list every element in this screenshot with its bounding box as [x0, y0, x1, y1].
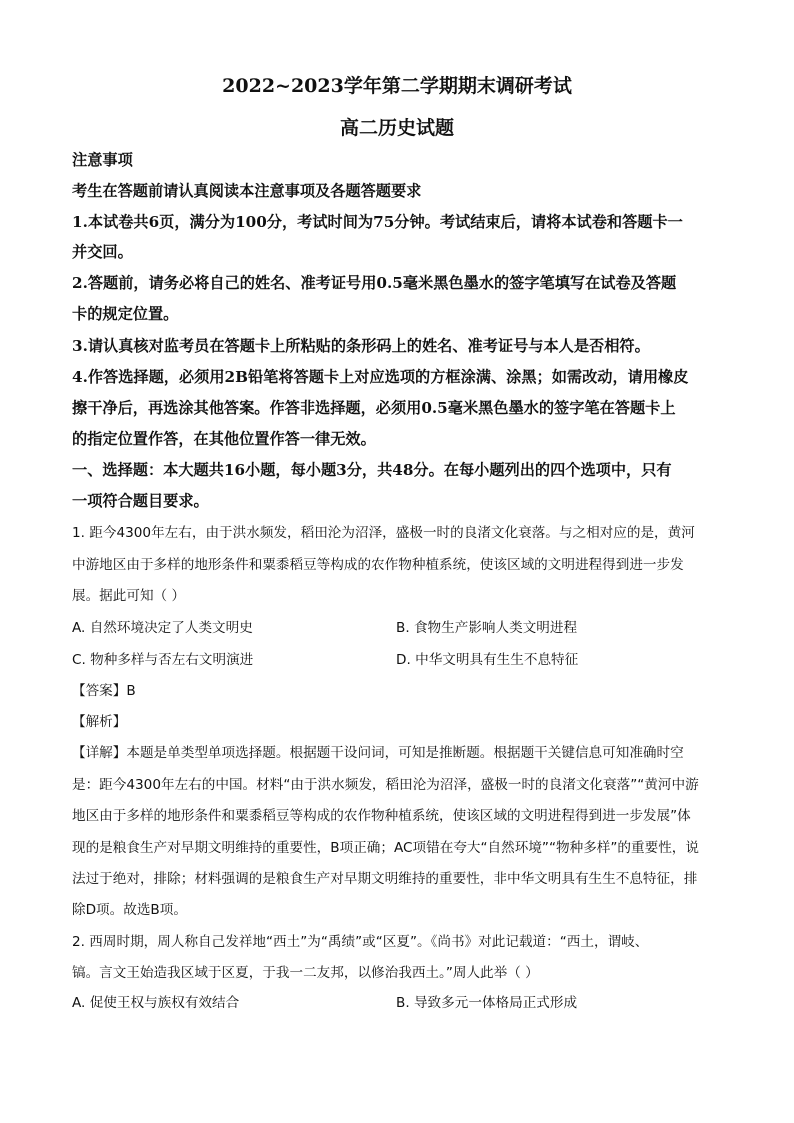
notice-line: 3.请认真核对监考员在答题卡上所粘贴的条形码上的姓名、准考证号与本人是否相符。	[72, 337, 650, 355]
option-b: B. 导致多元一体格局正式形成	[396, 995, 578, 1011]
answer-label: 【答案】B	[72, 683, 136, 699]
question-stem-line: 1. 距今4300年左右，由于洪水频发，稻田沦为沼泽，盛极一时的良渚文化衰落。与之相对应的是，黄河	[72, 525, 695, 541]
section-line: 一、选择题：本大题共16小题，每小题3分，共48分。在每小题列出的四个选项中，只有	[72, 461, 672, 479]
detail-line: 法过于绝对，排除；材料强调的是粮食生产对早期文明维持的重要性，非中华文明具有生生不息特征，排	[72, 871, 698, 887]
exam-subtitle: 高二历史试题	[339, 117, 454, 139]
question-stem-line: 镐。言文王始造我区域于区夏，于我一二友邦，以修治我西土。”周人此举（ ）	[72, 965, 539, 981]
option-b: B. 食物生产影响人类文明进程	[396, 620, 578, 636]
detail-line: 除D项。故选B项。	[72, 902, 187, 918]
notice-line: 擦干净后，再选涂其他答案。作答非选择题，必须用0.5毫米黑色墨水的签字笔在答题卡上	[72, 399, 676, 417]
section-line: 一项符合题目要求。	[72, 492, 209, 510]
notice-line: 并交回。	[72, 243, 133, 261]
analysis-label: 【解析】	[72, 714, 127, 730]
detail-line: 地区由于多样的地形条件和粟黍稻豆等构成的农作物种植系统，使该区域的文明进程得到进一步发展”体	[72, 808, 691, 824]
notice-heading: 注意事项	[72, 151, 133, 169]
detail-line: 【详解】本题是单类型单项选择题。根据题干设问词，可知是推断题。根据题干关键信息可知准确时空	[72, 745, 684, 761]
question-stem-line: 展。据此可知（ ）	[72, 588, 186, 604]
option-c: C. 物种多样与否左右文明演进	[72, 652, 254, 668]
question-stem-line: 2. 西周时期，周人称自己发祥地“西土”为“禹绩”或“区夏”。《尚书》对此记载道：“西土，谓岐、	[72, 934, 649, 950]
notice-line: 的指定位置作答，在其他位置作答一律无效。	[72, 430, 376, 448]
notice-line: 1.本试卷共6页，满分为100分，考试时间为75分钟。考试结束后，请将本试卷和答题卡一	[72, 213, 683, 231]
option-d: D. 中华文明具有生生不息特征	[396, 652, 579, 668]
notice-line: 4.作答选择题，必须用2B铅笔将答题卡上对应选项的方框涂满、涂黑；如需改动，请用橡皮	[72, 368, 689, 386]
detail-line: 现的是粮食生产对早期文明维持的重要性，B项正确；AC项错在夸大“自然环境”“物种多样”的重要性，说	[72, 840, 699, 856]
option-a: A. 自然环境决定了人类文明史	[72, 620, 253, 636]
notice-line: 2.答题前，请务必将自己的姓名、准考证号用0.5毫米黑色墨水的签字笔填写在试卷及答题	[72, 274, 677, 292]
option-a: A. 促使王权与族权有效结合	[72, 995, 240, 1011]
notice-line: 考生在答题前请认真阅读本注意事项及各题答题要求	[72, 182, 422, 200]
exam-title: 2022~2023学年第二学期期末调研考试	[222, 75, 572, 97]
notice-line: 卡的规定位置。	[72, 305, 179, 323]
question-stem-line: 中游地区由于多样的地形条件和粟黍稻豆等构成的农作物种植系统，使该区域的文明进程得到进一步发	[72, 557, 684, 573]
detail-line: 是：距今4300年左右的中国。材料“由于洪水频发，稻田沦为沼泽，盛极一时的良渚文化衰落”“黄河中游	[72, 777, 699, 793]
